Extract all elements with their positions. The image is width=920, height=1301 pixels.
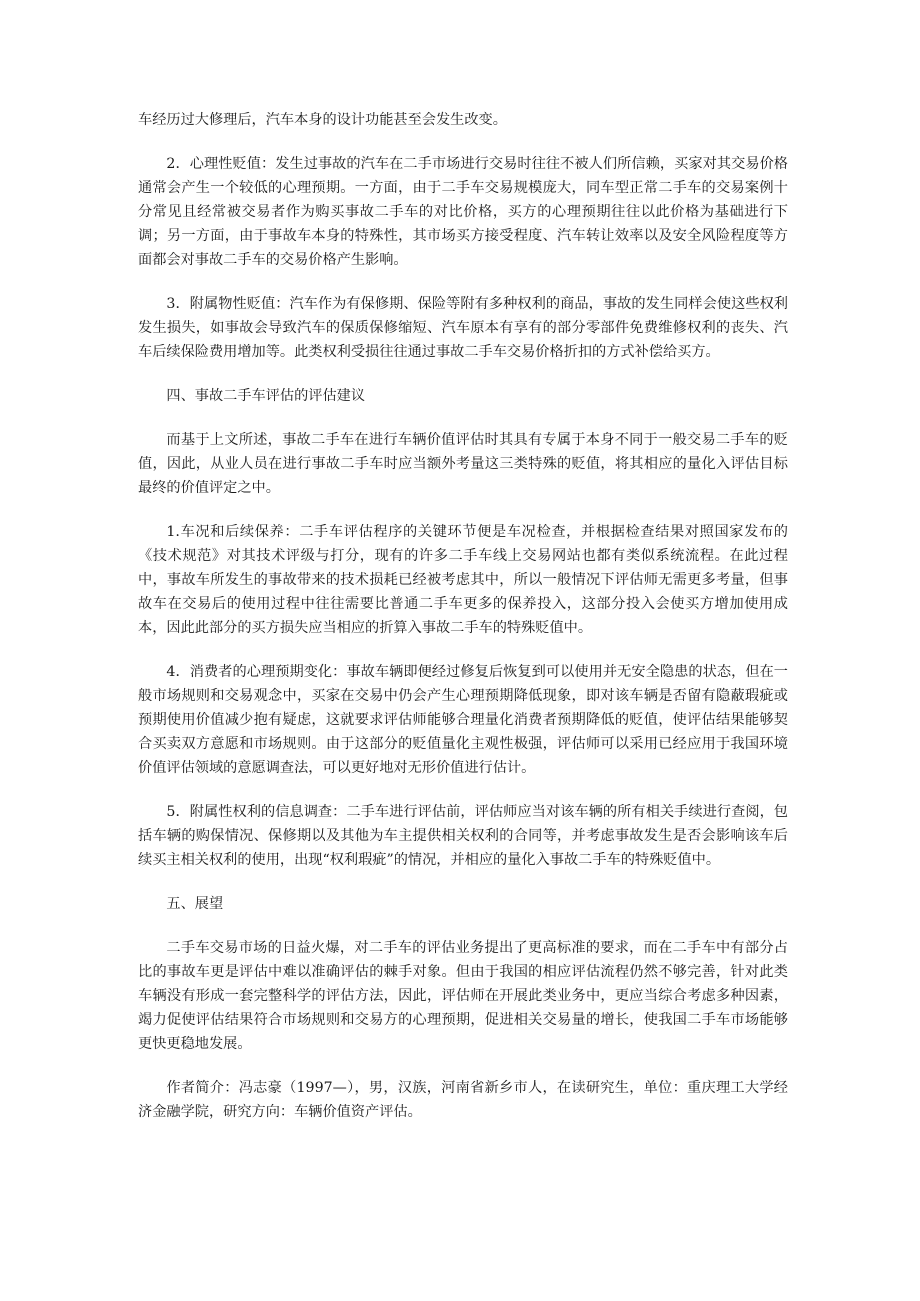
author-bio-paragraph: 作者简介：冯志豪（1997—），男，汉族，河南省新乡市人，在读研究生，单位：重庆理工大学经济金融学院，研究方向：车辆价值资产评估。	[138, 1080, 788, 1120]
vehicle-condition-paragraph: 1.车况和后续保养：二手车评估程序的关键环节便是车况检查，并根据检查结果对照国家发布的《技术规范》对其技术评级与打分，现有的许多二手车线上交易网站也都有类似系统流程。在此过程中，事故车所发生的事故带来的技术损耗已经被考虑其中，所以一般情况下评估师无需更多考量，但事故车在交易后的使用过程中往往需要比普通二手车更多的保养投入，这部分投入会使买方增加使用成本，因此此部分的买方损失应当相应的折算入事故二手车的特殊贬值中。	[138, 524, 788, 636]
consumer-expectation-paragraph: 4．消费者的心理预期变化：事故车辆即便经过修复后恢复到可以使用并无安全隐患的状态，但在一般市场规则和交易观念中，买家在交易中仍会产生心理预期降低现象，即对该车辆是否留有隐蔽瑕疵或预期使用价值减少抱有疑虑，这就要求评估师能够合理量化消费者预期降低的贬值，使评估结果能够契合买卖双方意愿和市场规则。由于这部分的贬值量化主观性极强，评估师可以采用已经应用于我国环境价值评估领域的意愿调查法，可以更好地对无形价值进行估计。	[138, 664, 788, 776]
continuation-paragraph: 车经历过大修理后，汽车本身的设计功能甚至会发生改变。	[138, 112, 507, 128]
psychological-depreciation-paragraph: 2．心理性贬值：发生过事故的汽车在二手市场进行交易时往往不被人们所信赖，买家对其交易价格通常会产生一个较低的心理预期。一方面，由于二手车交易规模庞大，同车型正常二手车的交易案例十分常见且经常被交易者作为购买事故二手车的对比价格，买方的心理预期往往以此价格为基础进行下调；另一方面，由于事故车本身的特殊性，其市场买方接受程度、汽车转让效率以及安全风险程度等方面都会对事故二手车的交易价格产生影响。	[138, 156, 788, 268]
outlook-paragraph: 二手车交易市场的日益火爆，对二手车的评估业务提出了更高标准的要求，而在二手车中有部分占比的事故车更是评估中难以准确评估的棘手对象。但由于我国的相应评估流程仍然不够完善，针对此类车辆没有形成一套完整科学的评估方法，因此，评估师在开展此类业务中，更应当综合考虑多种因素，竭力促使评估结果符合市场规则和交易方的心理预期，促进相关交易量的增长，使我国二手车市场能够更快更稳地发展。	[138, 940, 788, 1052]
recommendations-intro-paragraph: 而基于上文所述，事故二手车在进行车辆价值评估时其具有专属于本身不同于一般交易二手车的贬值，因此，从业人员在进行事故二手车时应当额外考量这三类特殊的贬值，将其相应的量化入评估目标最终的价值评定之中。	[138, 432, 788, 496]
section-heading-outlook: 五、展望	[166, 896, 224, 912]
document-page	[138, 108, 788, 1144]
accessory-depreciation-paragraph: 3．附属物性贬值：汽车作为有保修期、保险等附有多种权利的商品，事故的发生同样会使这些权利发生损失，如事故会导致汽车的保质保修缩短、汽车原本有享有的部分零部件免费维修权利的丧失、汽车后续保险费用增加等。此类权利受损往往通过事故二手车交易价格折扣的方式补偿给买方。	[138, 296, 788, 360]
section-heading-recommendations: 四、事故二手车评估的评估建议	[166, 388, 366, 404]
rights-investigation-paragraph: 5．附属性权利的信息调查：二手车进行评估前，评估师应当对该车辆的所有相关手续进行查阅，包括车辆的购保情况、保修期以及其他为车主提供相关权利的合同等，并考虑事故发生是否会影响该车后续买主相关权利的使用，出现“权利瑕疵”的情况，并相应的量化入事故二手车的特殊贬值中。	[138, 804, 788, 868]
